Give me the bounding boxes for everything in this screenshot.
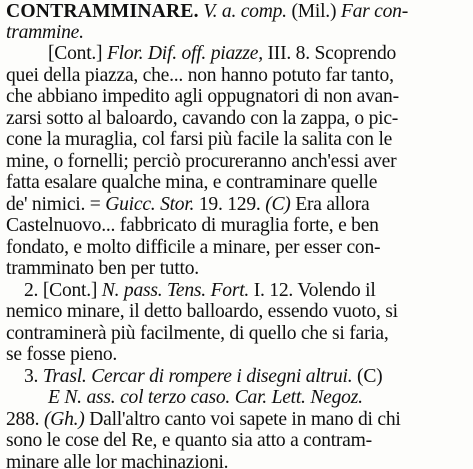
body-text: contraminerà più facilmente, di quello che si faria, bbox=[6, 323, 389, 344]
italic-text: E N. ass. col terzo caso. Car. Lett. Negoz. bbox=[48, 387, 363, 408]
body-text: se fosse pieno. bbox=[6, 344, 118, 365]
italic-text: N. pass. Tens. Fort. bbox=[101, 280, 250, 301]
body-text: I. 12. Volendo il bbox=[249, 280, 376, 301]
body-text: tramminato ben per tutto. bbox=[6, 258, 199, 279]
body-text: mine, o fornelli; perciò procureranno anch'essi aver bbox=[6, 151, 397, 172]
italic-text: Far con- bbox=[340, 1, 408, 22]
body-text: Era allora bbox=[290, 194, 370, 215]
body-text: che abbiano impedito agli oppugnatori di non avan- bbox=[6, 86, 399, 107]
body-text: 2. [Cont.] bbox=[24, 280, 102, 301]
entry-line bbox=[6, 128, 392, 152]
entry-line bbox=[48, 42, 396, 66]
italic-text: trammine. bbox=[6, 22, 84, 43]
headword: CONTRAMMINARE. bbox=[6, 1, 199, 22]
body-text: fondato, e molto difficile a minare, per esser con- bbox=[6, 237, 381, 258]
entry-line bbox=[48, 386, 363, 410]
body-text: 19. 129. bbox=[194, 194, 266, 215]
body-text: nemico minare, il detto balloardo, essendo vuoto, si bbox=[6, 301, 398, 322]
entry-line bbox=[6, 300, 398, 324]
body-text: quei della piazza, che... non hanno potuto far tanto, bbox=[6, 65, 394, 86]
italic-text: Flor. Dif. off. piazze, bbox=[106, 43, 263, 64]
body-text: 288. bbox=[6, 409, 44, 430]
body-text: sono le cose del Re, e quanto sia atto a contram- bbox=[6, 430, 372, 451]
entry-line bbox=[6, 257, 199, 281]
body-text: zarsi sotto al baloardo, cavando con la zappa, o pic- bbox=[6, 108, 399, 129]
entry-line bbox=[6, 429, 372, 453]
body-text: 3. bbox=[24, 366, 43, 387]
entry-line bbox=[6, 171, 377, 195]
body-text: cone la muraglia, col farsi più facile la salita con le bbox=[6, 129, 393, 150]
entry-line bbox=[6, 85, 399, 109]
body-text: minare alle lor machinazioni. bbox=[6, 452, 229, 469]
entry-line bbox=[6, 451, 228, 469]
italic-text: (C) bbox=[265, 194, 291, 215]
body-text: [Cont.] bbox=[48, 43, 107, 64]
entry-line bbox=[6, 214, 379, 238]
body-text: III. 8. Scoprendo bbox=[262, 43, 397, 64]
entry-line bbox=[6, 343, 117, 367]
body-text: Castelnuovo... fabbricato di muraglia forte, e ben bbox=[6, 215, 379, 236]
body-text: Dall'altro canto voi sapete in mano di chi bbox=[84, 409, 401, 430]
italic-text: Trasl. Cercar di rompere i disegni altrui. bbox=[42, 366, 353, 387]
body-text: (C) bbox=[352, 366, 383, 387]
italic-text: Guicc. Stor. bbox=[105, 194, 195, 215]
body-text: fatta esalare qualche mina, e contraminare quelle bbox=[6, 172, 378, 193]
italic-text: (Gh.) bbox=[43, 409, 85, 430]
italic-text: V. a. comp. bbox=[203, 1, 287, 22]
body-text: (Mil.) bbox=[286, 1, 341, 22]
body-text: de' nimici. = bbox=[6, 194, 106, 215]
